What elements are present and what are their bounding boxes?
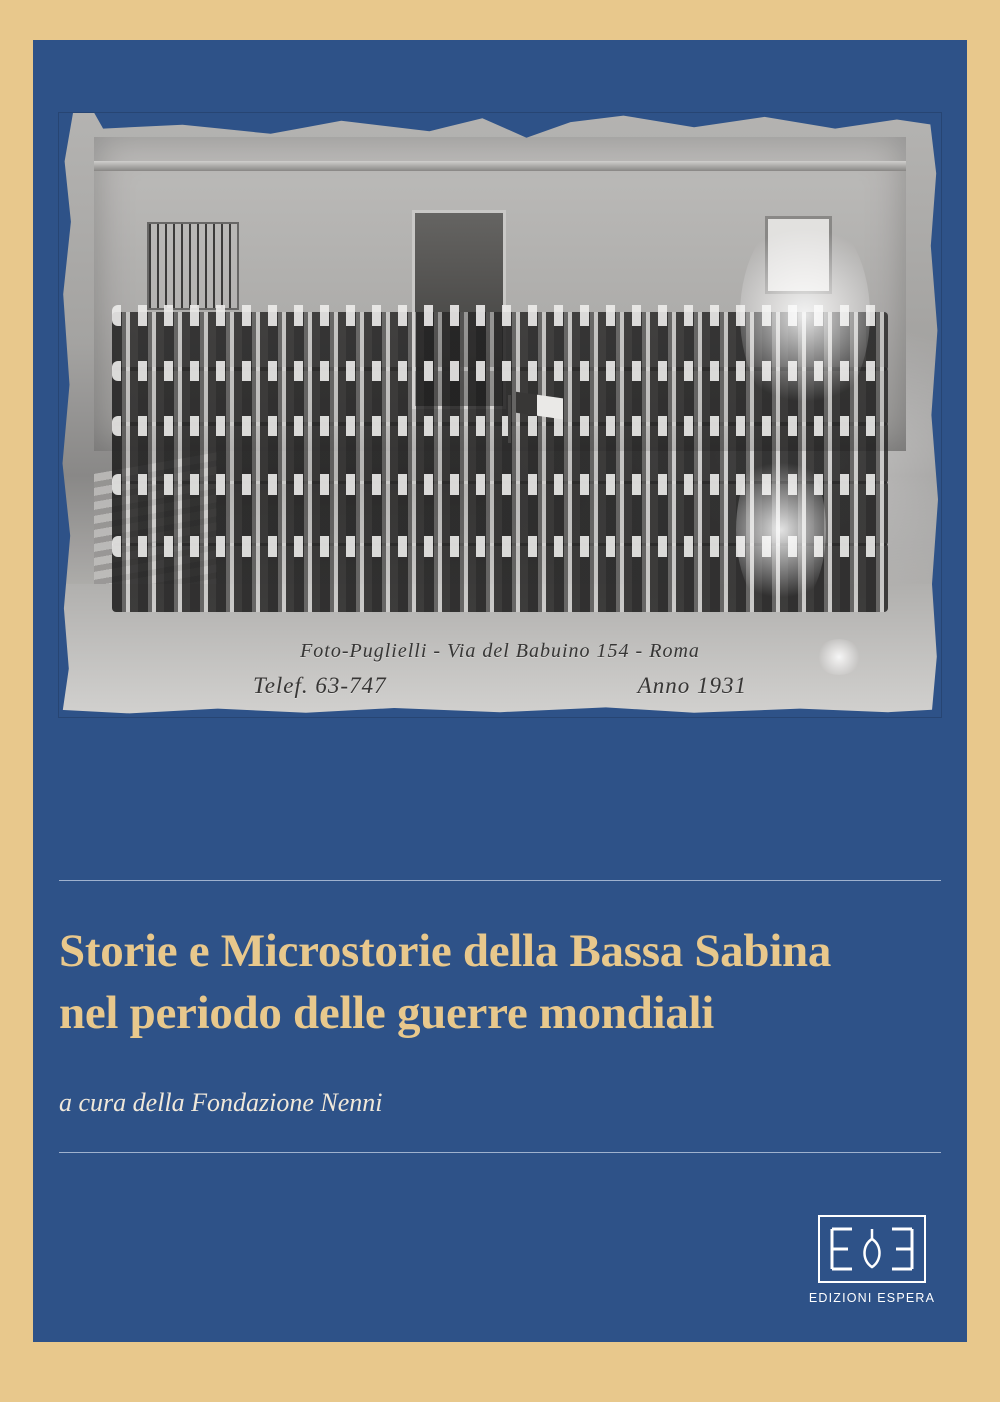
book-title: [59, 920, 949, 1044]
border-strip-bottom: [0, 1342, 1000, 1402]
crowd-hats: [112, 416, 888, 437]
photo-flagpole: [508, 395, 511, 443]
cover-photograph: [59, 113, 941, 717]
publisher-name: EDIZIONI ESPERA: [808, 1291, 936, 1305]
photo-caption-phone: Telef. 63-747: [253, 672, 387, 698]
photo-iron-gate: [147, 222, 239, 311]
photo-damage-stain: [740, 210, 870, 420]
photo-caption: [59, 640, 941, 699]
photo-damage-stain: [736, 445, 826, 615]
publisher-logo: [807, 1215, 937, 1305]
book-title-line-1: Storie e Microstorie della Bassa Sabina: [59, 925, 832, 977]
divider-top: [59, 880, 941, 881]
photo-caption-studio: Foto-Puglielli - Via del Babuino 154 - Roma: [300, 639, 700, 662]
border-strip-top: [0, 0, 1000, 40]
border-strip-right: [967, 0, 1000, 1402]
divider-bottom: [59, 1152, 941, 1153]
book-editor-credit: a cura della Fondazione Nenni: [59, 1088, 383, 1117]
photo-caption-year: Anno 1931: [637, 672, 747, 698]
border-strip-left: [0, 0, 33, 1402]
photo-cornice: [94, 161, 905, 171]
espera-monogram-icon: [818, 1215, 926, 1283]
book-title-line-2: nel periodo delle guerre mondiali: [59, 987, 715, 1040]
photo-image: [59, 113, 941, 717]
